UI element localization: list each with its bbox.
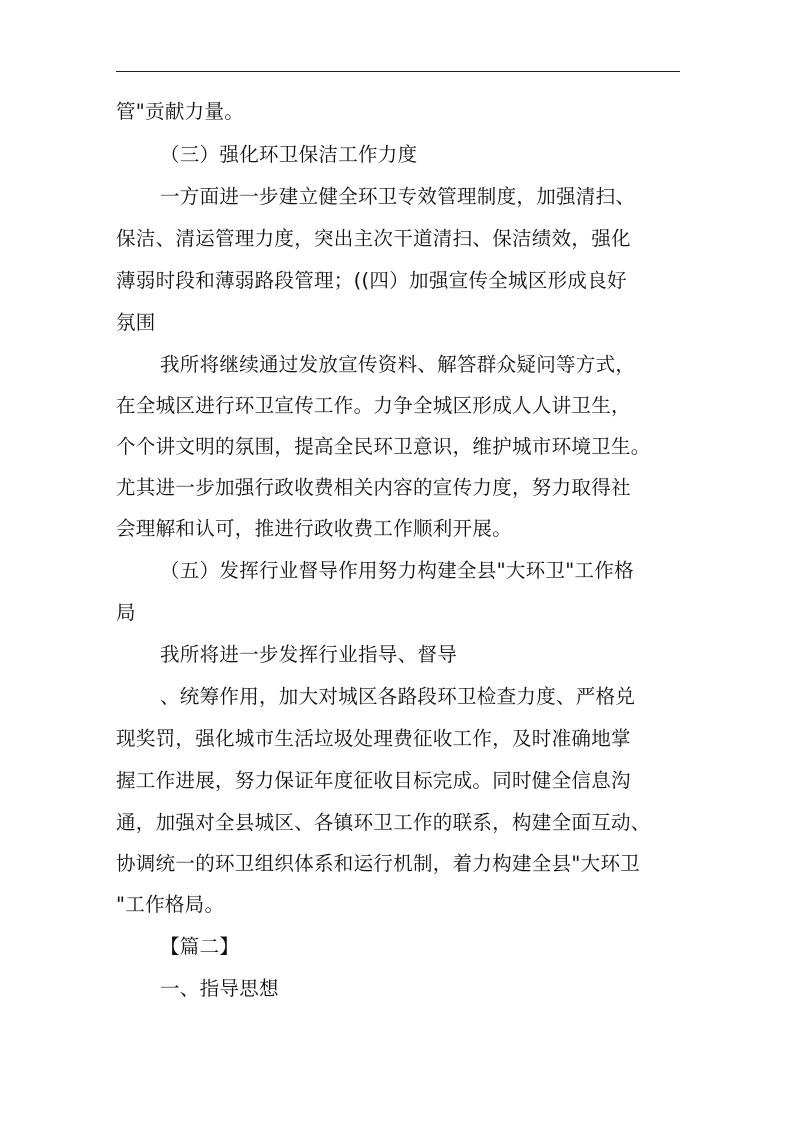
text-line: 尤其进一步加强行政收费相关内容的宣传力度，努力取得社 (116, 476, 631, 499)
section-heading: 【篇二】 (160, 935, 240, 958)
text-line: 我所将继续通过发放宣传资料、解答群众疑问等方式， (160, 353, 636, 376)
text-line: 现奖罚，强化城市生活垃圾处理费征收工作，及时准确地掌 (116, 727, 631, 750)
section-heading: （三）强化环卫保洁工作力度 (160, 143, 418, 166)
text-line: 我所将进一步发挥行业指导、督导 (160, 643, 458, 666)
text-line: 、统筹作用，加大对城区各路段环卫检查力度、严格兑 (160, 685, 636, 708)
section-heading: 一、指导思想 (160, 977, 279, 1000)
text-line: 握工作进展，努力保证年度征收目标完成。同时健全信息沟 (116, 769, 631, 792)
text-line: 协调统一的环卫组织体系和运行机制，着力构建全县"大环卫 (116, 852, 641, 875)
text-line: 保洁、清运管理力度，突出主次干道清扫、保洁绩效，强化 (116, 227, 631, 250)
text-line: 薄弱时段和薄弱路段管理；((四）加强宣传全城区形成良好 (116, 269, 627, 292)
section-heading: （五）发挥行业督导作用努力构建全县"大环卫"工作格 (160, 559, 634, 582)
header-rule (116, 71, 680, 72)
text-line: 会理解和认可，推进行政收费工作顺利开展。 (116, 517, 513, 540)
text-line: 管"贡献力量。 (116, 100, 245, 123)
text-line: 一方面进一步建立健全环卫专效管理制度，加强清扫、 (160, 185, 636, 208)
text-line: 在全城区进行环卫宣传工作。力争全城区形成人人讲卫生， (116, 394, 631, 417)
text-line: 氛围 (116, 311, 156, 334)
text-line: "工作格局。 (116, 893, 225, 916)
text-line: 通，加强对全县城区、各镇环卫工作的联系，构建全面互动、 (116, 811, 651, 834)
text-line: 局 (116, 601, 136, 624)
text-line: 个个讲文明的氛围，提高全民环卫意识，维护城市环境卫生。 (116, 435, 651, 458)
